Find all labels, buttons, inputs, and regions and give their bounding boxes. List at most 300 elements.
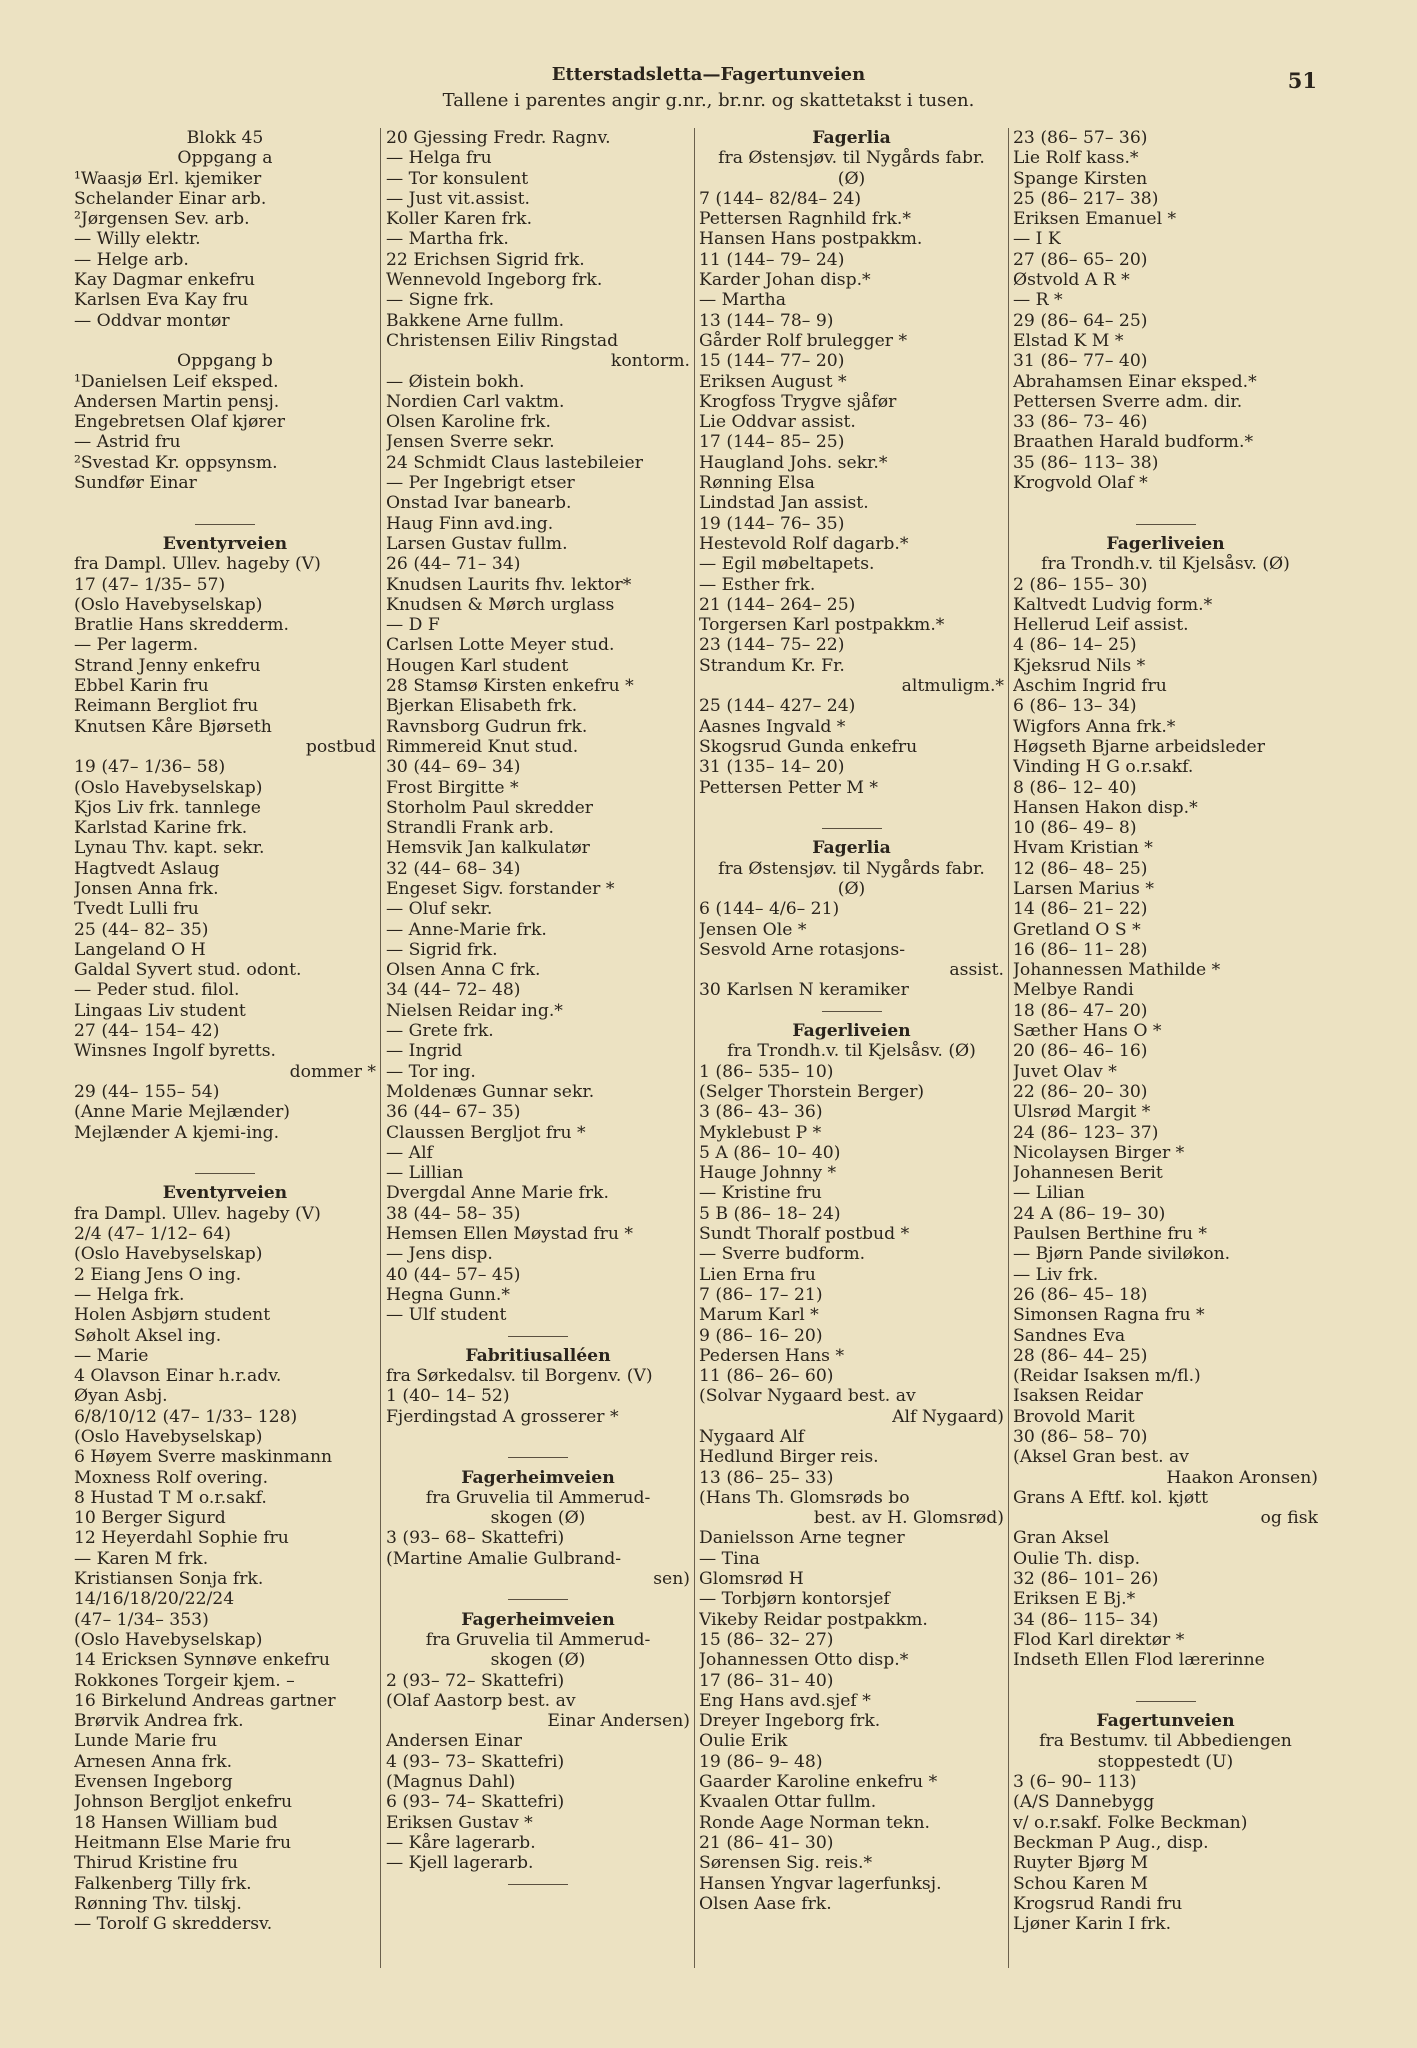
directory-line: — Torbjørn kontorsjef	[699, 1589, 890, 1610]
directory-line: 30 (86– 58– 70)	[1013, 1427, 1148, 1447]
street-subheading: fra Trondh.v. til Kjelsåsv. (Ø)	[727, 1041, 976, 1062]
directory-line: Spange Kirsten	[1013, 168, 1148, 189]
directory-line: Nielsen Reidar ing.*	[386, 1000, 563, 1021]
directory-line: Sesvold Arne rotasjons-	[699, 939, 906, 960]
directory-line: 33 (86– 73– 46)	[1013, 412, 1148, 433]
directory-line: Aschim Ingrid fru	[1013, 676, 1167, 697]
directory-line: — Bjørn Pande siviløkon.	[1013, 1244, 1231, 1265]
directory-line: Rokkones Torgeir kjem. –	[74, 1670, 295, 1691]
directory-line: Langeland O H	[74, 939, 206, 960]
directory-line: 18 Hansen William bud	[74, 1812, 278, 1833]
directory-line: assist.	[949, 960, 1004, 981]
directory-line: 13 (86– 25– 33)	[699, 1467, 834, 1488]
directory-line: (47– 1/34– 353)	[74, 1609, 209, 1630]
directory-line: — I K	[1013, 229, 1061, 250]
directory-line: Lindstad Jan assist.	[699, 493, 869, 514]
directory-line: og fisk	[1260, 1508, 1318, 1529]
section-separator	[74, 1163, 376, 1183]
directory-line: Andersen Martin pensj.	[74, 391, 280, 412]
directory-line: 38 (44– 58– 35)	[386, 1203, 521, 1224]
directory-line: (Oslo Havebyselskap)	[74, 1629, 263, 1650]
directory-line: Thirud Kristine fru	[74, 1853, 238, 1874]
directory-line: 2 (93– 72– Skattefri)	[386, 1670, 565, 1691]
section-separator	[386, 1447, 690, 1467]
column-divider	[694, 128, 695, 1968]
spacer	[1013, 493, 1318, 513]
directory-line: Lie Rolf kass.*	[1013, 148, 1139, 169]
directory-line: 30 (44– 69– 34)	[386, 757, 521, 778]
directory-line: — Martha frk.	[386, 229, 509, 250]
directory-line: 7 (144– 82/84– 24)	[699, 188, 862, 209]
directory-line: fra Dampl. Ullev. hageby (V)	[74, 554, 321, 575]
directory-line: (Solvar Nygaard best. av	[699, 1386, 916, 1407]
directory-line: Aasnes Ingvald *	[699, 716, 846, 737]
directory-line: Braathen Harald budform.*	[1013, 432, 1254, 453]
directory-line: (Oslo Havebyselskap)	[74, 594, 263, 615]
directory-line: Hansen Yngvar lagerfunksj.	[699, 1873, 942, 1894]
directory-line: (Hans Th. Glomsrøds bo	[699, 1487, 910, 1508]
street-subheading: Oppgang b	[177, 351, 273, 372]
directory-line: Strandum Kr. Fr.	[699, 655, 845, 676]
directory-line: Lie Oddvar assist.	[699, 412, 856, 433]
spacer	[74, 493, 376, 513]
directory-line: — Signe frk.	[386, 290, 495, 311]
street-subheading: fra Østensjøv. til Nygårds fabr.	[718, 858, 985, 879]
directory-line: — R *	[1013, 290, 1063, 311]
directory-line: Eng Hans avd.sjef *	[699, 1690, 871, 1711]
page-title: Etterstadsletta—Fagertunveien	[551, 64, 866, 85]
directory-line: 34 (86– 115– 34)	[1013, 1609, 1159, 1630]
directory-line: Melbye Randi	[1013, 980, 1134, 1001]
directory-line: — Jens disp.	[386, 1244, 493, 1265]
directory-line: 24 (86– 123– 37)	[1013, 1122, 1159, 1143]
directory-column-2	[386, 128, 690, 1894]
directory-line: Kay Dagmar enkefru	[74, 270, 255, 291]
directory-line: Krogfoss Trygve sjåfør	[699, 391, 897, 412]
directory-line: Andersen Einar	[386, 1731, 522, 1752]
directory-line: 8 (86– 12– 40)	[1013, 777, 1137, 798]
street-heading: Fagerlia	[812, 128, 891, 148]
directory-line: Marum Karl *	[699, 1305, 819, 1326]
directory-line: 20 Gjessing Fredr. Ragnv.	[386, 128, 611, 148]
directory-line: 34 (44– 72– 48)	[386, 980, 521, 1001]
directory-line: (Anne Marie Mejlænder)	[74, 1102, 291, 1123]
directory-line: (Oslo Havebyselskap)	[74, 1427, 263, 1447]
directory-line: — Liv frk.	[1013, 1264, 1099, 1285]
directory-line: 22 (86– 20– 30)	[1013, 1081, 1148, 1102]
directory-line: — Kjell lagerarb.	[386, 1853, 534, 1874]
directory-line: Wigfors Anna frk.*	[1013, 716, 1176, 737]
street-subheading: skogen (Ø)	[490, 1650, 586, 1671]
directory-line: Claussen Bergljot fru *	[386, 1122, 586, 1143]
page-header	[0, 64, 1417, 124]
directory-line: Sandnes Eva	[1013, 1325, 1126, 1346]
directory-line: — Helge arb.	[74, 249, 189, 270]
directory-line: Schou Karen M	[1013, 1873, 1148, 1894]
section-separator	[699, 818, 1004, 838]
directory-line: Ebbel Karin fru	[74, 676, 209, 697]
directory-line: 31 (86– 77– 40)	[1013, 351, 1148, 372]
directory-line: (Martine Amalie Gulbrand-	[386, 1548, 622, 1569]
directory-line: Jensen Ole *	[699, 919, 807, 940]
directory-line: — Per Ingebrigt etser	[386, 473, 575, 494]
directory-line: Bakkene Arne fullm.	[386, 310, 565, 331]
directory-line: Heitmann Else Marie fru	[74, 1832, 292, 1853]
directory-line: ¹Danielsen Leif eksped.	[74, 371, 279, 392]
directory-line: Gretland O S *	[1013, 919, 1141, 940]
directory-line: Olsen Karoline frk.	[386, 412, 551, 433]
directory-line: Reimann Bergliot fru	[74, 696, 259, 717]
directory-line: Oulie Th. disp.	[1013, 1548, 1141, 1569]
directory-line: Eriksen Emanuel *	[1013, 209, 1177, 230]
directory-line: Kvaalen Ottar fullm.	[699, 1792, 877, 1813]
directory-line: — Lillian	[386, 1163, 464, 1184]
street-subheading: fra Østensjøv. til Nygårds fabr.	[718, 148, 985, 169]
directory-line: 2/4 (47– 1/12– 64)	[74, 1224, 231, 1245]
directory-line: 21 (86– 41– 30)	[699, 1832, 834, 1853]
directory-line: 35 (86– 113– 38)	[1013, 452, 1159, 473]
directory-line: — Per lagerm.	[74, 635, 199, 656]
page-number: 51	[1287, 68, 1317, 93]
street-heading: Fagertunveien	[1096, 1711, 1235, 1732]
directory-line: 4 (86– 14– 25)	[1013, 635, 1137, 656]
directory-line: — Egil møbeltapets.	[699, 554, 875, 575]
directory-line: 18 (86– 47– 20)	[1013, 1000, 1148, 1021]
directory-line: Lunde Marie fru	[74, 1731, 218, 1752]
directory-line: Hestevold Rolf dagarb.*	[699, 533, 909, 554]
directory-line: Larsen Gustav fullm.	[386, 533, 568, 554]
directory-line: Høgseth Bjarne arbeidsleder	[1013, 736, 1265, 757]
directory-line: — Sigrid frk.	[386, 939, 498, 960]
directory-line: Brovold Marit	[1013, 1406, 1135, 1427]
street-heading: Fabritiusalléen	[465, 1345, 611, 1366]
directory-line: Haakon Aronsen)	[1166, 1467, 1318, 1488]
directory-line: Ronde Aage Norman tekn.	[699, 1812, 930, 1833]
directory-line: Jensen Sverre sekr.	[386, 432, 555, 453]
directory-line: Simonsen Ragna fru *	[1013, 1305, 1205, 1326]
directory-line: Dreyer Ingeborg frk.	[699, 1711, 881, 1732]
directory-line: Hedlund Birger reis.	[699, 1447, 879, 1468]
directory-line: Isaksen Reidar	[1013, 1386, 1143, 1407]
directory-line: — Peder stud. filol.	[74, 980, 240, 1001]
directory-line: best. av H. Glomsrød)	[813, 1508, 1004, 1529]
directory-column-4	[1013, 128, 1318, 1934]
column-divider	[1008, 128, 1009, 1968]
directory-line: — Just vit.assist.	[386, 188, 530, 209]
directory-line: Kjos Liv frk. tannlege	[74, 797, 261, 818]
directory-line: — Ingrid	[386, 1041, 463, 1062]
directory-line: Knudsen & Mørch urglass	[386, 594, 615, 615]
directory-line: (Oslo Havebyselskap)	[74, 777, 263, 798]
directory-line: (Aksel Gran best. av	[1013, 1447, 1189, 1468]
directory-line: Indseth Ellen Flod lærerinne	[1013, 1650, 1265, 1671]
section-separator	[386, 1874, 690, 1894]
directory-line: Ruyter Bjørg M	[1013, 1853, 1149, 1874]
directory-line: 2 Eiang Jens O ing.	[74, 1264, 242, 1285]
directory-line: Karder Johan disp.*	[699, 270, 871, 291]
street-subheading: fra Bestumv. til Abbediengen	[1039, 1731, 1292, 1752]
directory-line: Danielsson Arne tegner	[699, 1528, 905, 1549]
directory-line: fra Dampl. Ullev. hageby (V)	[74, 1203, 321, 1224]
spacer	[699, 798, 1004, 818]
directory-line: Christensen Eiliv Ringstad	[386, 330, 619, 351]
section-separator	[1013, 1691, 1318, 1711]
directory-line: 20 (86– 46– 16)	[1013, 1041, 1148, 1062]
directory-line: (A/S Dannebygg	[1013, 1792, 1155, 1813]
directory-line: Winsnes Ingolf byretts.	[74, 1041, 277, 1062]
directory-line: Hemsen Ellen Møystad fru *	[386, 1224, 634, 1245]
street-subheading: fra Trondh.v. til Kjelsåsv. (Ø)	[1041, 554, 1290, 575]
street-subheading: fra Gruvelia til Ammerud-	[425, 1629, 651, 1650]
directory-line: — Kåre lagerarb.	[386, 1832, 536, 1853]
street-subheading: stoppestedt (U)	[1097, 1751, 1234, 1772]
directory-line: Kaltvedt Ludvig form.*	[1013, 594, 1213, 615]
directory-line: 27 (86– 65– 20)	[1013, 249, 1148, 270]
directory-line: Olsen Aase frk.	[699, 1893, 832, 1914]
directory-column-3	[699, 128, 1004, 1914]
directory-line: 32 (44– 68– 34)	[386, 858, 521, 879]
directory-line: Mejlænder A kjemi-ing.	[74, 1122, 280, 1143]
directory-line: Pedersen Hans *	[699, 1345, 845, 1366]
directory-line: 30 Karlsen N keramiker	[699, 980, 909, 1001]
directory-line: 12 Heyerdahl Sophie fru	[74, 1528, 289, 1549]
directory-line: Johnson Bergljot enkefru	[74, 1792, 293, 1813]
directory-line: 10 Berger Sigurd	[74, 1508, 226, 1529]
directory-line: 26 (44– 71– 34)	[386, 554, 521, 575]
street-heading: Fagerliveien	[792, 1021, 911, 1042]
directory-line: — Øistein bokh.	[386, 371, 525, 392]
directory-line: Arnesen Anna frk.	[74, 1751, 233, 1772]
directory-line: Engebretsen Olaf kjører	[74, 412, 285, 433]
directory-line: Engeset Sigv. forstander *	[386, 878, 615, 899]
directory-line: 29 (44– 155– 54)	[74, 1081, 220, 1102]
directory-line: (Magnus Dahl)	[386, 1772, 516, 1793]
directory-line: Alf Nygaard)	[892, 1406, 1004, 1427]
directory-line: — Esther frk.	[699, 574, 816, 595]
directory-line: (Reidar Isaksen m/fl.)	[1013, 1366, 1201, 1387]
directory-line: 2 (86– 155– 30)	[1013, 574, 1148, 595]
directory-line: Olsen Anna C frk.	[386, 960, 541, 981]
directory-line: Onstad Ivar banearb.	[386, 493, 572, 514]
directory-line: Johannesen Berit	[1013, 1163, 1163, 1184]
directory-line: postbud	[305, 736, 376, 757]
directory-line: Galdal Syvert stud. odont.	[74, 960, 302, 981]
directory-line: Øyan Asbj.	[74, 1386, 168, 1407]
directory-line: 31 (135– 14– 20)	[699, 757, 845, 778]
directory-line: 22 Erichsen Sigrid frk.	[386, 249, 585, 270]
directory-line: dommer *	[289, 1061, 376, 1082]
section-separator	[1013, 514, 1318, 534]
directory-line: Jonsen Anna frk.	[74, 878, 219, 899]
directory-line: Flod Karl direktør *	[1013, 1629, 1185, 1650]
directory-line: — Helga frk.	[74, 1284, 185, 1305]
directory-line: Eriksen E Bj.*	[1013, 1589, 1136, 1610]
street-subheading: fra Gruvelia til Ammerud-	[425, 1487, 651, 1508]
directory-line: Pettersen Petter M *	[699, 777, 878, 798]
directory-line: Haugland Johs. sekr.*	[699, 452, 888, 473]
street-subheading: Blokk 45	[186, 128, 264, 148]
directory-line: 25 (86– 217– 38)	[1013, 188, 1159, 209]
directory-line: 27 (44– 154– 42)	[74, 1021, 220, 1042]
directory-line: Karlstad Karine frk.	[74, 818, 248, 839]
directory-line: Evensen Ingeborg	[74, 1772, 233, 1793]
directory-line: 14 (86– 21– 22)	[1013, 899, 1148, 920]
directory-line: Haug Finn avd.ing.	[386, 513, 554, 534]
directory-line: Søholt Aksel ing.	[74, 1325, 222, 1346]
directory-line: 40 (44– 57– 45)	[386, 1264, 521, 1285]
spacer	[74, 331, 376, 351]
directory-line: 3 (86– 43– 36)	[699, 1102, 823, 1123]
directory-line: Juvet Olav *	[1013, 1061, 1117, 1082]
directory-line: 6 Høyem Sverre maskinmann	[74, 1447, 333, 1468]
directory-line: 1 (86– 535– 10)	[699, 1061, 834, 1082]
directory-line: — Tor ing.	[386, 1061, 476, 1082]
directory-line: 15 (144– 77– 20)	[699, 351, 845, 372]
directory-line: 13 (144– 78– 9)	[699, 310, 834, 331]
directory-line: 8 Hustad T M o.r.sakf.	[74, 1487, 267, 1508]
directory-line: — Oluf sekr.	[386, 899, 493, 920]
directory-line: 10 (86– 49– 8)	[1013, 818, 1137, 839]
directory-line: Ravnsborg Gudrun frk.	[386, 716, 588, 737]
directory-line: Torgersen Karl postpakkm.*	[699, 615, 945, 636]
directory-line: 36 (44– 67– 35)	[386, 1102, 521, 1123]
directory-line: ¹Waasjø Erl. kjemiker	[74, 168, 262, 189]
directory-line: Wennevold Ingeborg frk.	[386, 270, 603, 291]
directory-line: — Sverre budform.	[699, 1244, 866, 1265]
directory-line: 17 (144– 85– 25)	[699, 432, 845, 453]
directory-line: 19 (144– 76– 35)	[699, 513, 845, 534]
directory-line: Eriksen August *	[699, 371, 847, 392]
directory-line: 6/8/10/12 (47– 1/33– 128)	[74, 1406, 298, 1427]
directory-line: altmuligm.*	[901, 676, 1004, 697]
page-subtitle: Tallene i parentes angir g.nr., br.nr. og skattetakst i tusen.	[442, 90, 975, 111]
directory-line: 19 (47– 1/36– 58)	[74, 757, 226, 778]
directory-line: Sundt Thoralf postbud *	[699, 1224, 910, 1245]
directory-line: Sundfør Einar	[74, 473, 197, 494]
section-separator	[74, 514, 376, 534]
directory-line: fra Sørkedalsv. til Borgenv. (V)	[386, 1366, 653, 1387]
directory-line: Rønning Thv. tilskj.	[74, 1893, 242, 1914]
directory-line: Fjerdingstad A grosserer *	[386, 1406, 619, 1427]
directory-line: Gårder Rolf brulegger *	[699, 330, 908, 351]
directory-line: 3 (93– 68– Skattefri)	[386, 1528, 565, 1549]
directory-line: Dvergdal Anne Marie frk.	[386, 1183, 609, 1204]
directory-line: Pettersen Sverre adm. dir.	[1013, 391, 1243, 412]
directory-line: — Marie	[74, 1345, 149, 1366]
directory-line: — Karen M frk.	[74, 1548, 209, 1569]
directory-line: 24 A (86– 19– 30)	[1013, 1203, 1166, 1224]
directory-line: 23 (144– 75– 22)	[699, 635, 845, 656]
directory-line: Beckman P Aug., disp.	[1013, 1832, 1209, 1853]
directory-line: kontorm.	[610, 351, 690, 372]
street-heading: Fagerheimveien	[461, 1609, 615, 1630]
directory-line: Sæther Hans O *	[1013, 1021, 1162, 1042]
directory-line: Frost Birgitte *	[386, 777, 519, 798]
directory-line: 9 (86– 16– 20)	[699, 1325, 823, 1346]
directory-line: — Tor konsulent	[386, 168, 529, 189]
directory-line: 26 (86– 45– 18)	[1013, 1284, 1148, 1305]
directory-column-1	[74, 128, 376, 1934]
directory-line: Hellerud Leif assist.	[1013, 615, 1189, 636]
spacer	[1013, 1671, 1318, 1691]
directory-line: 3 (6– 90– 113)	[1013, 1772, 1137, 1793]
directory-line: Hegna Gunn.*	[386, 1284, 510, 1305]
directory-line: 12 (86– 48– 25)	[1013, 858, 1148, 879]
directory-line: — Lilian	[1013, 1183, 1085, 1204]
directory-line: Ljøner Karin I frk.	[1013, 1914, 1172, 1935]
directory-line: Ulsrød Margit *	[1013, 1102, 1151, 1123]
directory-line: 17 (47– 1/35– 57)	[74, 574, 226, 595]
directory-line: Sørensen Sig. reis.*	[699, 1853, 873, 1874]
column-divider	[380, 128, 381, 1968]
street-subheading: (Ø)	[837, 168, 866, 189]
directory-line: 4 Olavson Einar h.r.adv.	[74, 1366, 282, 1387]
directory-line: — Tina	[699, 1548, 760, 1569]
directory-line: Nygaard Alf	[699, 1427, 805, 1447]
directory-line: Einar Andersen)	[547, 1711, 690, 1732]
directory-line: 16 Birkelund Andreas gartner	[74, 1690, 336, 1711]
directory-line: — Oddvar montør	[74, 310, 230, 331]
directory-line: — Kristine fru	[699, 1183, 822, 1204]
directory-line: Strandli Frank arb.	[386, 818, 554, 839]
street-subheading: skogen (Ø)	[490, 1508, 586, 1529]
directory-line: Larsen Marius *	[1013, 878, 1154, 899]
directory-line: (Selger Thorstein Berger)	[699, 1081, 925, 1102]
directory-line: ²Jørgensen Sev. arb.	[74, 209, 250, 230]
directory-line: Lien Erna fru	[699, 1264, 816, 1285]
directory-line: Myklebust P *	[699, 1122, 822, 1143]
directory-line: Holen Asbjørn student	[74, 1305, 271, 1326]
directory-line: 16 (86– 11– 28)	[1013, 939, 1148, 960]
street-heading: Fagerlia	[812, 838, 891, 859]
directory-line: — Torolf G skreddersv.	[74, 1914, 273, 1935]
directory-line: 17 (86– 31– 40)	[699, 1670, 834, 1691]
directory-line: Kristiansen Sonja frk.	[74, 1569, 264, 1590]
section-separator	[386, 1326, 690, 1346]
directory-line: — Martha	[699, 290, 786, 311]
directory-line: Nordien Carl vaktm.	[386, 391, 565, 412]
directory-line: Oulie Erik	[699, 1731, 788, 1752]
directory-line: ²Svestad Kr. oppsynsm.	[74, 452, 278, 473]
directory-line: Eriksen Gustav *	[386, 1812, 533, 1833]
directory-line: 25 (44– 82– 35)	[74, 919, 209, 940]
directory-line: 6 (144– 4/6– 21)	[699, 899, 840, 920]
directory-line: 23 (86– 57– 36)	[1013, 128, 1148, 148]
directory-line: 5 A (86– 10– 40)	[699, 1142, 841, 1163]
directory-line: Karlsen Eva Kay fru	[74, 290, 249, 311]
directory-line: Falkenberg Tilly frk.	[74, 1873, 252, 1894]
street-heading: Eventyrveien	[162, 1183, 288, 1204]
directory-line: Krogvold Olaf *	[1013, 473, 1148, 494]
directory-line: Glomsrød H	[699, 1569, 804, 1590]
directory-line: Johannessen Mathilde *	[1013, 960, 1221, 981]
directory-line: 1 (40– 14– 52)	[386, 1386, 510, 1407]
directory-line: 11 (86– 26– 60)	[699, 1366, 834, 1387]
directory-line: Krogsrud Randi fru	[1013, 1893, 1183, 1914]
directory-line: Lynau Thv. kapt. sekr.	[74, 838, 265, 859]
street-subheading: (Ø)	[837, 878, 866, 899]
directory-line: 7 (86– 17– 21)	[699, 1284, 823, 1305]
directory-line: Abrahamsen Einar eksped.*	[1013, 371, 1257, 392]
directory-line: Hemsvik Jan kalkulatør	[386, 838, 590, 859]
directory-line: Schelander Einar arb.	[74, 188, 267, 209]
directory-line: Johannessen Otto disp.*	[699, 1650, 909, 1671]
street-heading: Fagerliveien	[1106, 533, 1225, 554]
directory-line: — Alf	[386, 1142, 433, 1163]
directory-line: 21 (144– 264– 25)	[699, 594, 856, 615]
directory-line: Bjerkan Elisabeth frk.	[386, 696, 578, 717]
directory-line: — Anne-Marie frk.	[386, 919, 547, 940]
